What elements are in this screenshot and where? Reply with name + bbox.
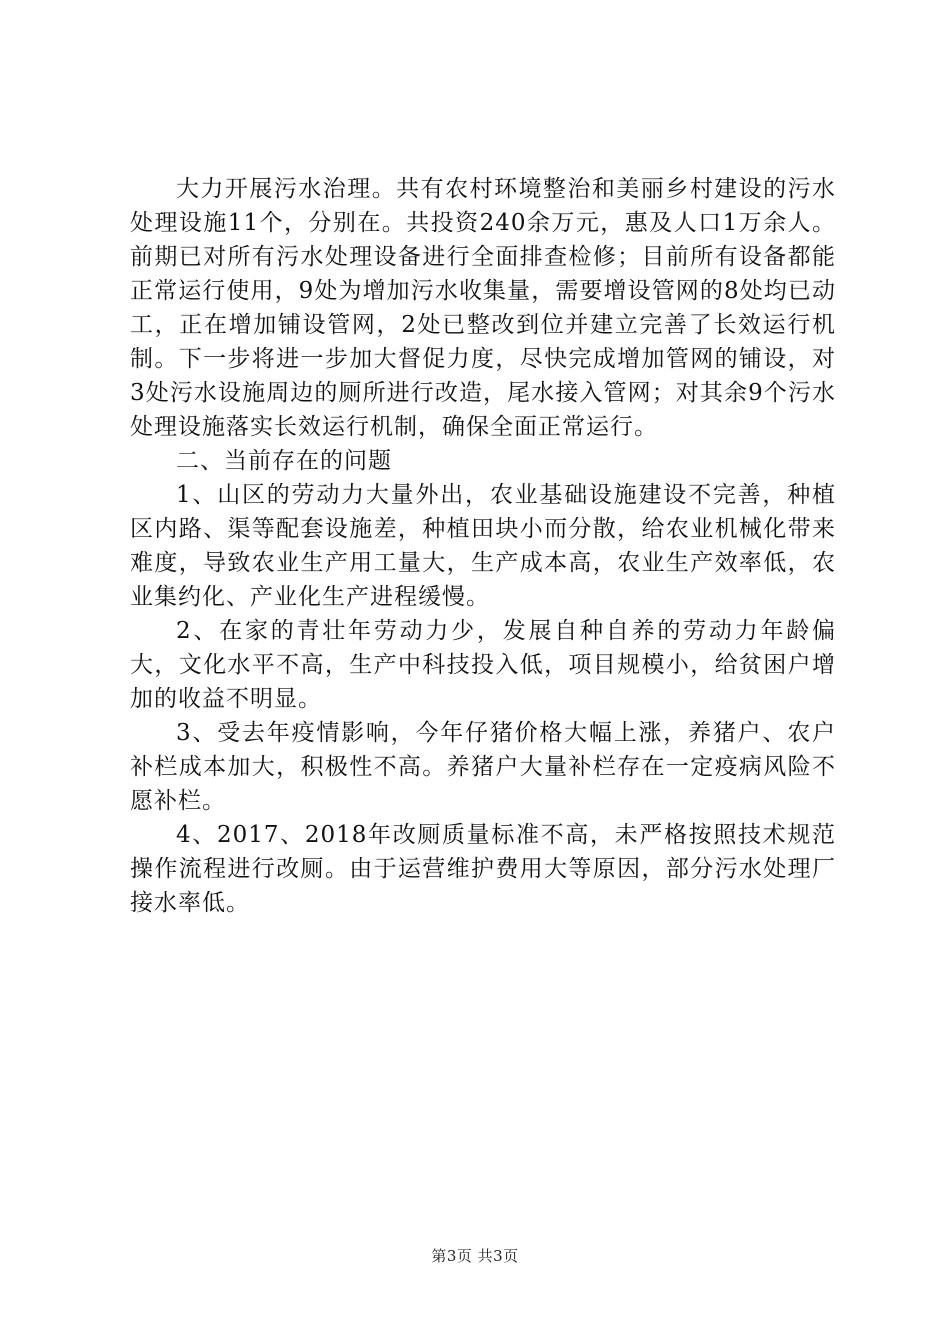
paragraph-problem-2: 2、在家的青壮年劳动力少，发展自种自养的劳动力年龄偏大，文化水平不高，生产中科技投入低，项目规模小，给贫困户增加的收益不明显。 xyxy=(130,618,836,712)
page-number-footer: 第3页 共3页 xyxy=(431,1247,519,1265)
paragraph-problem-1: 1、山区的劳动力大量外出，农业基础设施建设不完善，种植区内路、渠等配套设施差，种植田块小而分散，给农业机械化带来难度，导致农业生产用工量大，生产成本高，农业生产效率低，农业集约化、产业化生产进程缓慢。 xyxy=(130,482,836,610)
document-body xyxy=(130,172,836,920)
paragraph-problem-4: 4、2017、2018年改厕质量标准不高，未严格按照技术规范操作流程进行改厕。由于运营维护费用大等原因，部分污水处理厂接水率低。 xyxy=(130,822,836,916)
section-heading-current-problems: 二、当前存在的问题 xyxy=(176,448,392,474)
paragraph-problem-3: 3、受去年疫情影响，今年仔猪价格大幅上涨，养猪户、农户补栏成本加大，积极性不高。养猪户大量补栏存在一定疫病风险不愿补栏。 xyxy=(130,720,836,814)
paragraph-sewage-treatment: 大力开展污水治理。共有农村环境整治和美丽乡村建设的污水处理设施11个，分别在。共投资240余万元，惠及人口1万余人。前期已对所有污水处理设备进行全面排查检修；目前所有设备都能正常运行使用，9处为增加污水收集量，需要增设管网的8处均已动工，正在增加铺设管网，2处已整改到位并建立完善了长效运行机制。下一步将进一步加大督促力度，尽快完成增加管网的铺设，对3处污水设施周边的厕所进行改造，尾水接入管网；对其余9个污水处理设施落实长效运行机制，确保全面正常运行。 xyxy=(130,176,836,440)
